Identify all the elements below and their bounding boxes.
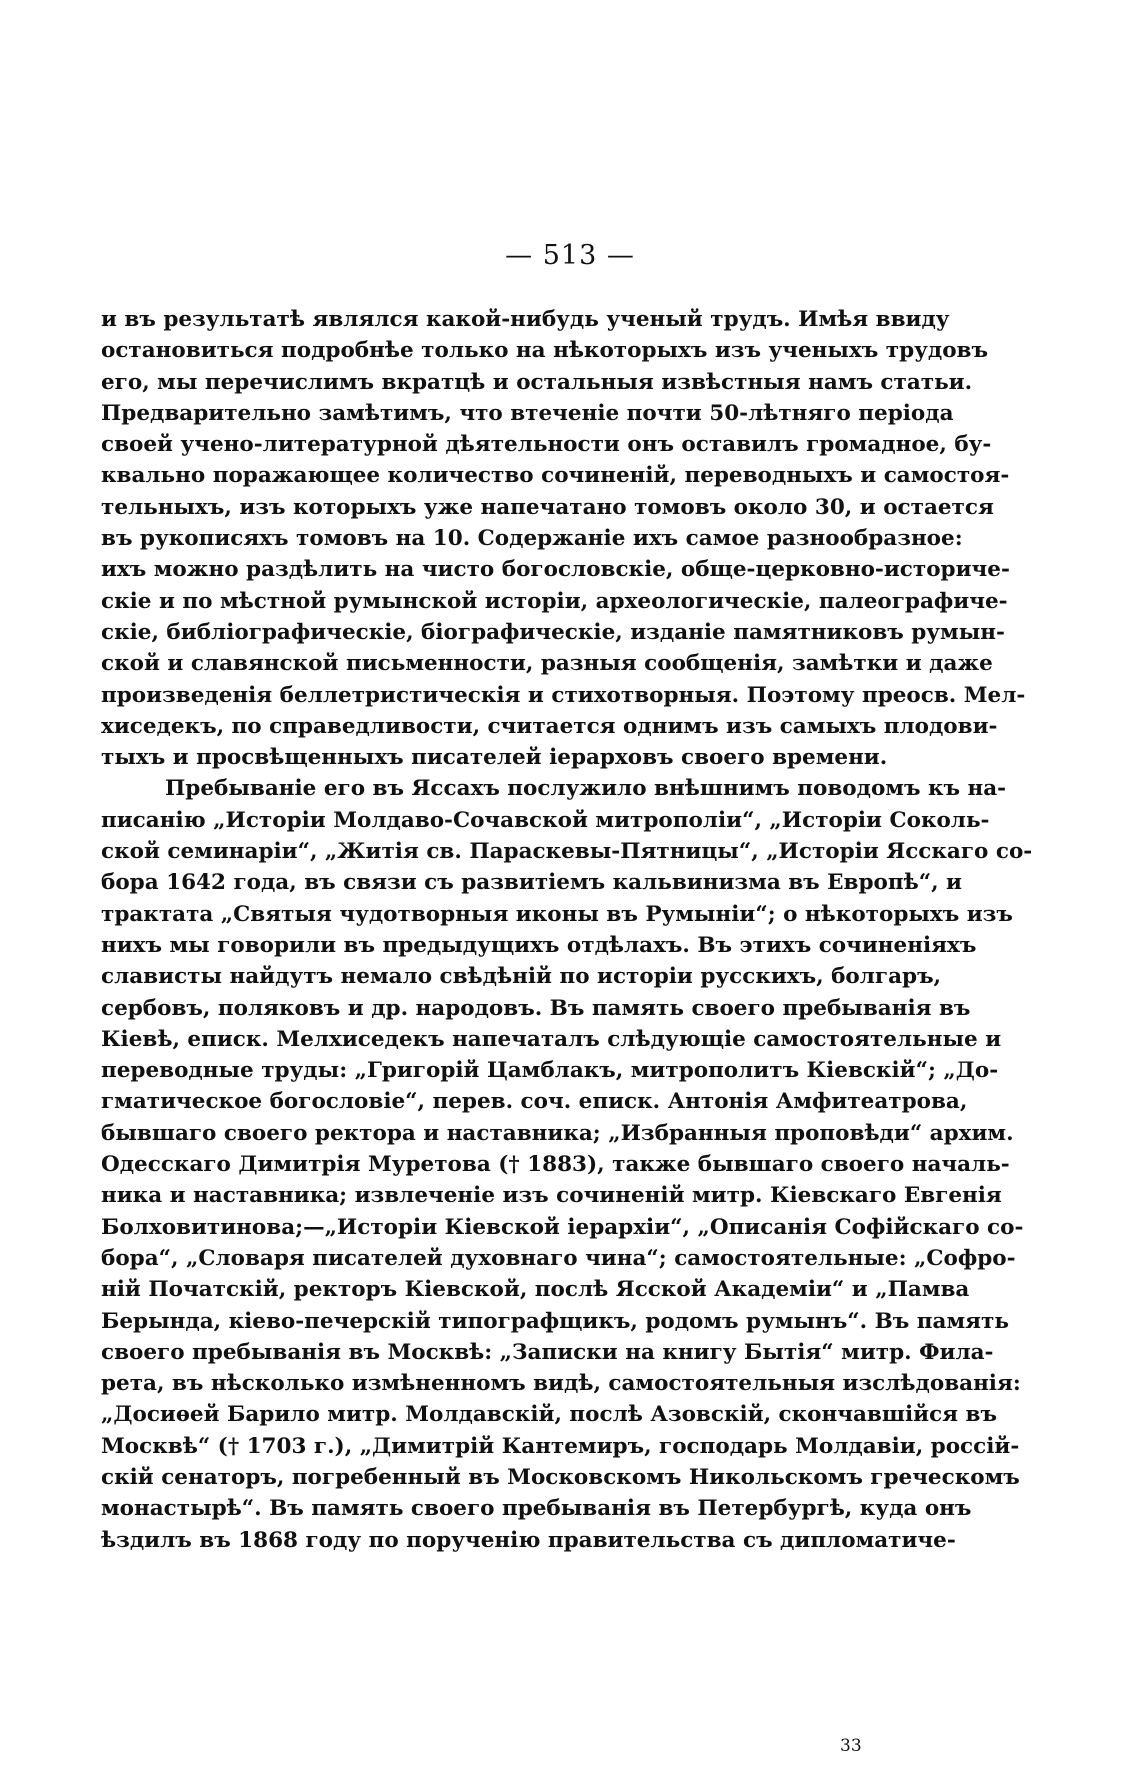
text-line: и въ результатѣ являлся какой-нибудь ученый трудъ. Имѣя ввиду	[101, 307, 950, 332]
text-line: бора 1642 года, въ связи съ развитіемъ кальвинизма въ Европѣ“, и	[101, 870, 962, 896]
signature-mark: 33	[840, 1736, 862, 1756]
text-line: скій сенаторъ, погребенный въ Московскомъ Никольскомъ греческомъ	[101, 1464, 1020, 1490]
text-line: его, мы перечислимъ вкратцѣ и остальныя извѣстныя намъ статьи.	[101, 369, 973, 395]
text-line: скіе, библіографическіе, біографическіе, изданіе памятниковъ румын-	[101, 619, 1005, 645]
text-line: Болховитинова;—„Исторіи Кіевской іерархіи“, „Описанія Софійскаго со-	[101, 1214, 1024, 1240]
text-line: нихъ мы говорили въ предыдущихъ отдѣлахъ. Въ этихъ сочиненіяхъ	[101, 932, 977, 958]
text-line: гматическое богословіе“, перев. соч. еписк. Антонія Амфитеатрова,	[101, 1089, 968, 1115]
text-line: хиседекъ, по справедливости, считается однимъ изъ самыхъ плодови-	[101, 713, 998, 739]
text-line: ника и наставника; извлеченіе изъ сочиненій митр. Кіевскаго Евгенія	[101, 1183, 1002, 1209]
text-line: своей учено-литературной дѣятельности онъ оставилъ громадное, бу-	[101, 432, 992, 458]
text-line: ской семинаріи“, „Житія св. Параскевы-Пятницы“, „Исторіи Ясскаго со-	[101, 839, 1033, 865]
text-line: монастырѣ“. Въ память своего пребыванія въ Петербургѣ, куда онъ	[101, 1496, 972, 1522]
text-line: своего пребыванія въ Москвѣ: „Записки на книгу Бытія“ митр. Фила-	[101, 1339, 994, 1365]
text-line: въ рукописяхъ томовъ на 10. Содержаніе ихъ самое разнообразное:	[101, 526, 963, 552]
text-line: писанію „Исторіи Молдаво-Сочавской митрополіи“, „Исторіи Соколь-	[101, 807, 990, 833]
text-line: бора“, „Словаря писателей духовнаго чина“; самостоятельные: „Софро-	[101, 1245, 1016, 1271]
text-line: ѣздилъ въ 1868 году по порученію правительства съ дипломатиче-	[101, 1527, 956, 1553]
text-line: бывшаго своего ректора и наставника; „Избранныя проповѣди“ архим.	[101, 1120, 1014, 1146]
text-line: Предварительно замѣтимъ, что втеченіе почти 50-лѣтняго періода	[101, 400, 954, 426]
text-line: квально поражающее количество сочиненій, переводныхъ и самостоя-	[101, 463, 1010, 489]
text-line: слависты найдутъ немало свѣдѣній по исторіи русскихъ, болгаръ,	[101, 964, 942, 990]
text-line: переводные труды: „Григорій Цамблакъ, митрополитъ Кіевскій“; „До-	[101, 1058, 999, 1084]
text-line: тельныхъ, изъ которыхъ уже напечатано томовъ около 30, и остается	[101, 494, 994, 520]
page-number: — 513 —	[505, 240, 635, 271]
text-line: ній Початскій, ректоръ Кіевской, послѣ Ясской Академіи“ и „Памва	[101, 1277, 970, 1303]
text-line: Одесскаго Димитрія Муретова († 1883), также бывшаго своего началь-	[101, 1152, 1010, 1178]
text-line: скіе и по мѣстной румынской исторіи, археологическіе, палеографиче-	[101, 588, 1008, 614]
text-line: ихъ можно раздѣлить на чисто богословскіе, обще-церковно-историче-	[101, 557, 1010, 583]
text-line: рета, въ нѣсколько измѣненномъ видѣ, самостоятельныя изслѣдованія:	[101, 1371, 1021, 1397]
text-line: остановиться подробнѣе только на нѣкоторыхъ изъ ученыхъ трудовъ	[101, 338, 988, 364]
text-line: Кіевѣ, еписк. Мелхиседекъ напечаталъ слѣдующіе самостоятельные и	[101, 1026, 1002, 1052]
text-line: сербовъ, поляковъ и др. народовъ. Въ память своего пребыванія въ	[101, 995, 971, 1021]
paragraph-end-line: тыхъ и просвѣщенныхъ писателей іерарховъ своего времени.	[101, 745, 888, 771]
text-line: Москвѣ“ († 1703 г.), „Димитрій Кантемиръ, господарь Молдавіи, россій-	[101, 1433, 1020, 1459]
body-text	[101, 304, 1033, 1556]
text-line: произведенія беллетристическія и стихотворныя. Поэтому преосв. Мел-	[101, 682, 1026, 708]
text-line: трактата „Святыя чудотворныя иконы въ Румыніи“; о нѣкоторыхъ изъ	[101, 901, 1013, 927]
text-line: ской и славянской письменности, разныя сообщенія, замѣтки и даже	[101, 651, 993, 677]
text-line: Берында, кіево-печерскій типографщикъ, родомъ румынъ“. Въ память	[101, 1308, 1009, 1334]
text-line: „Досиѳей Барило митр. Молдавскій, послѣ Азовскій, скончавшійся въ	[101, 1402, 997, 1428]
paragraph-start-line: Пребываніе его въ Яссахъ послужило внѣшнимъ поводомъ къ на-	[165, 776, 1007, 802]
